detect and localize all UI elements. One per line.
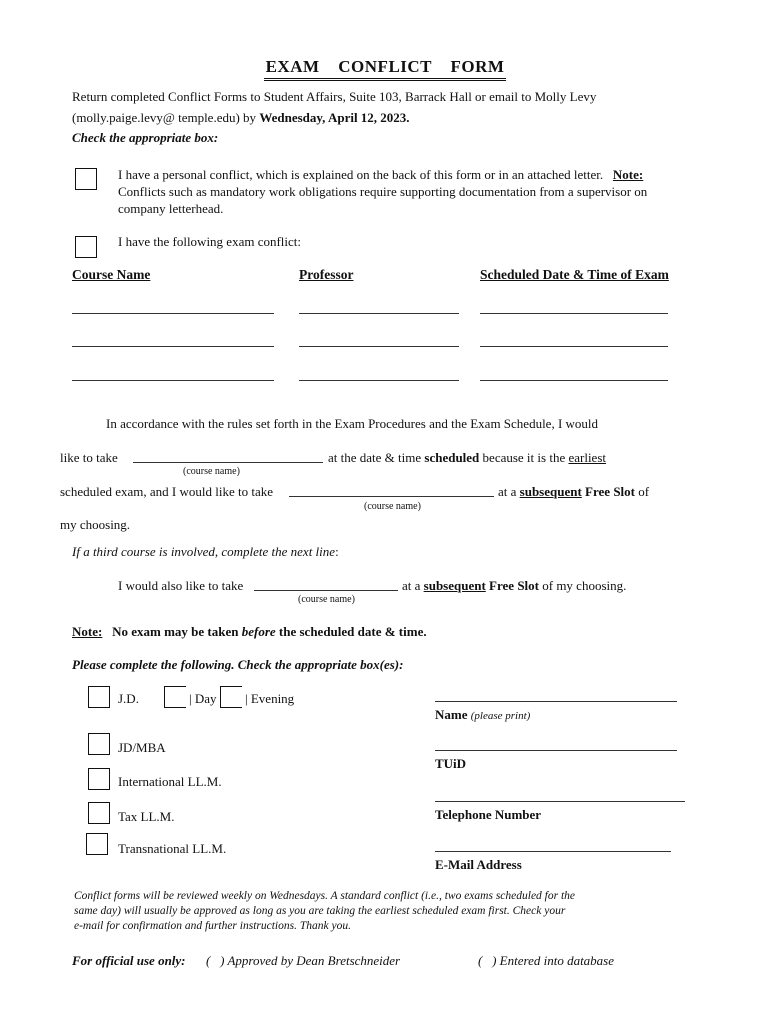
page-title: EXAM CONFLICT FORM bbox=[0, 56, 770, 81]
check-box-instruction: Check the appropriate box: bbox=[72, 130, 219, 145]
header-professor: Professor bbox=[299, 267, 354, 282]
subsequent-course-field[interactable] bbox=[289, 496, 494, 497]
evening-label: | Evening bbox=[245, 691, 295, 706]
personal-conflict-checkbox[interactable] bbox=[75, 168, 97, 190]
intro-line-1: Return completed Conflict Forms to Student Affairs, Suite 103, Barrack Hall or email to Molly Levy bbox=[72, 89, 597, 104]
telephone-label: Telephone Number bbox=[435, 807, 542, 822]
course-name-caption-1: (course name) bbox=[183, 466, 240, 477]
third-course-instruction: If a third course is involved, complete the next line: bbox=[72, 544, 339, 559]
date-time-field-2[interactable] bbox=[480, 346, 668, 347]
jd-checkbox[interactable] bbox=[88, 686, 110, 708]
tuid-label: TUiD bbox=[435, 756, 467, 771]
intro-line-2: (molly.paige.levy@ temple.edu) by Wednesday, April 12, 2023. bbox=[72, 110, 410, 125]
entered-option[interactable]: ( ) Entered into database bbox=[478, 953, 615, 968]
transnational-llm-checkbox[interactable] bbox=[86, 833, 108, 855]
personal-conflict-text-2: Conflicts such as mandatory work obligations require supporting documentation from a supervisor on bbox=[118, 184, 648, 199]
course-name-field-3[interactable] bbox=[72, 380, 274, 381]
course-name-caption-2: (course name) bbox=[364, 501, 421, 512]
third-course-field[interactable] bbox=[254, 590, 398, 591]
exam-conflict-text: I have the following exam conflict: bbox=[118, 234, 302, 249]
email-label: E-Mail Address bbox=[435, 857, 522, 872]
day-label: | Day bbox=[189, 691, 217, 706]
date-time-field-3[interactable] bbox=[480, 380, 668, 381]
jdmba-checkbox[interactable] bbox=[88, 733, 110, 755]
accordance-line-2-rest: at the date & time scheduled because it is the earliest bbox=[328, 450, 607, 465]
day-checkbox[interactable] bbox=[164, 686, 186, 708]
transnational-llm-label: Transnational LL.M. bbox=[118, 841, 227, 856]
tuid-field[interactable] bbox=[435, 750, 677, 751]
scheduled-exam-label: scheduled exam, and I would like to take bbox=[60, 484, 273, 499]
course-name-field-2[interactable] bbox=[72, 346, 274, 347]
professor-field-1[interactable] bbox=[299, 313, 459, 314]
personal-conflict-text-3: company letterhead. bbox=[118, 201, 224, 216]
name-label: Name (please print) bbox=[435, 707, 531, 722]
header-scheduled-date: Scheduled Date & Time of Exam bbox=[480, 267, 669, 282]
accordance-line-1: In accordance with the rules set forth in the Exam Procedures and the Exam Schedule, I would bbox=[106, 416, 599, 431]
also-like-rest: at a subsequent Free Slot of my choosing. bbox=[402, 578, 627, 593]
tax-llm-checkbox[interactable] bbox=[88, 802, 110, 824]
my-choosing: my choosing. bbox=[60, 517, 131, 532]
professor-field-3[interactable] bbox=[299, 380, 459, 381]
complete-instruction: Please complete the following. Check the appropriate box(es): bbox=[72, 657, 404, 672]
footer-line-3: e-mail for confirmation and further instructions. Thank you. bbox=[74, 920, 351, 932]
exam-conflict-checkbox[interactable] bbox=[75, 236, 97, 258]
name-field[interactable] bbox=[435, 701, 677, 702]
deadline: Wednesday, April 12, 2023. bbox=[259, 110, 410, 125]
earliest-course-field[interactable] bbox=[133, 462, 323, 463]
also-like-label: I would also like to take bbox=[118, 578, 244, 593]
personal-conflict-text: I have a personal conflict, which is explained on the back of this form or in an attached letter. Note: bbox=[118, 167, 644, 182]
course-name-field-1[interactable] bbox=[72, 313, 274, 314]
tax-llm-label: Tax LL.M. bbox=[118, 809, 175, 824]
email-field[interactable] bbox=[435, 851, 671, 852]
approved-option[interactable]: ( ) Approved by Dean Bretschneider bbox=[206, 953, 401, 968]
international-llm-label: International LL.M. bbox=[118, 774, 222, 789]
like-to-take-label: like to take bbox=[60, 450, 118, 465]
footer-line-1: Conflict forms will be reviewed weekly on Wednesdays. A standard conflict (i.e., two exams scheduled for the bbox=[74, 890, 576, 902]
professor-field-2[interactable] bbox=[299, 346, 459, 347]
footer-line-2: same day) will usually be approved as long as you are taking the earliest scheduled exam first. Check your bbox=[74, 905, 566, 917]
course-name-caption-3: (course name) bbox=[298, 594, 355, 605]
international-llm-checkbox[interactable] bbox=[88, 768, 110, 790]
no-exam-before-note: Note: No exam may be taken before the scheduled date & time. bbox=[72, 624, 427, 639]
official-use-label: For official use only: bbox=[72, 953, 186, 968]
telephone-field[interactable] bbox=[435, 801, 685, 802]
evening-checkbox[interactable] bbox=[220, 686, 242, 708]
header-course-name: Course Name bbox=[72, 267, 151, 282]
jdmba-label: JD/MBA bbox=[118, 740, 166, 755]
accordance-line-3-rest: at a subsequent Free Slot of bbox=[498, 484, 650, 499]
date-time-field-1[interactable] bbox=[480, 313, 668, 314]
jd-label: J.D. bbox=[118, 691, 139, 706]
